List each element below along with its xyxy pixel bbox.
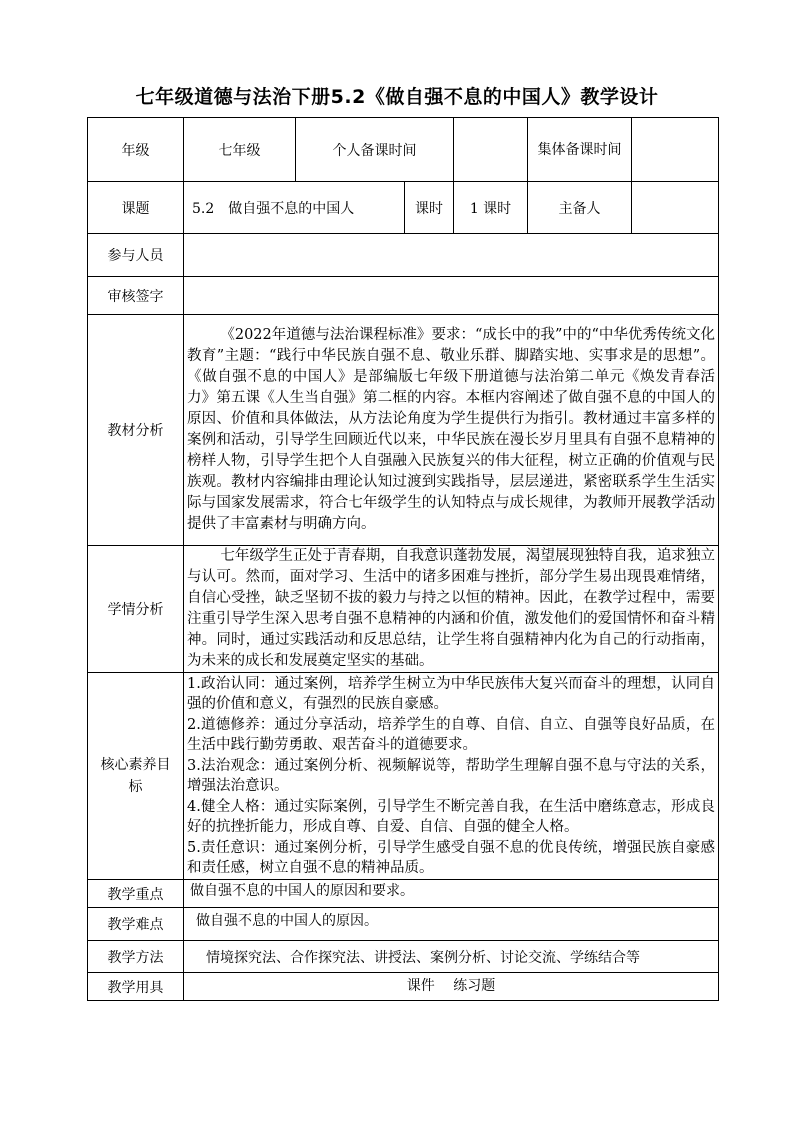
textbook-analysis-label: 教材分析	[88, 315, 184, 546]
grade-row	[88, 118, 719, 182]
core-goals-list	[184, 673, 719, 880]
student-analysis-text: 七年级学生正处于青春期，自我意识蓬勃发展，渴望展现独特自我，追求独立与认可。然而，面对学习、生活中的诸多困难与挫折，部分学生易出现畏难情绪，自信心受挫，缺乏坚韧不拔的毅力与持之以恒的精神。因此，在教学过程中，需要注重引导学生深入思考自强不息精神的内涵和价值，激发他们的爱国情怀和奋斗精神。同时，通过实践活动和反思总结，让学生将自强精神内化为自己的行动指南，为未来的成长和发展奠定坚实的基础。	[184, 546, 719, 673]
key-points-label: 教学重点	[88, 880, 184, 908]
lead-value	[632, 182, 719, 234]
tools-label: 教学用具	[88, 973, 184, 1001]
group-time-label: 集体备课时间	[528, 118, 632, 182]
personal-time-value	[454, 118, 528, 182]
difficulties-row	[88, 908, 719, 941]
topic-label: 课题	[88, 182, 184, 234]
lead-label: 主备人	[528, 182, 632, 234]
core-goals-label: 核心素养目标	[88, 673, 184, 880]
review-value	[184, 277, 719, 315]
difficulties-value: 做自强不息的中国人的原因。	[184, 908, 719, 941]
core-goal-item: 3.法治观念：通过案例分析、视频解说等，帮助学生理解自强不息与守法的关系，增强法治意识。	[187, 757, 715, 794]
key-points-row	[88, 880, 719, 908]
review-row	[88, 277, 719, 315]
core-goal-item: 1.政治认同：通过案例，培养学生树立为中华民族伟大复兴而奋斗的理想，认同自强的价值和意义，有强烈的民族自豪感。	[187, 675, 715, 712]
lesson-plan-table	[87, 117, 719, 1001]
tools-row	[88, 973, 719, 1001]
participants-row	[88, 234, 719, 277]
textbook-analysis-row	[88, 315, 719, 546]
core-goals-row	[88, 673, 719, 880]
hours-value: 1 课时	[454, 182, 528, 234]
core-goal-item: 5.责任意识：通过案例分析，引导学生感受自强不息的优良传统，增强民族自豪感和责任感，树立自强不息的精神品质。	[187, 839, 715, 876]
grade-value: 七年级	[184, 118, 296, 182]
participants-label: 参与人员	[88, 234, 184, 277]
personal-time-label: 个人备课时间	[296, 118, 454, 182]
core-goal-item: 2.道德修养：通过分享活动，培养学生的自尊、自信、自立、自强等良好品质，在生活中践行勤劳勇敢、艰苦奋斗的道德要求。	[187, 716, 715, 753]
grade-label: 年级	[88, 118, 184, 182]
hours-label: 课时	[405, 182, 454, 234]
tools-value: 课件 练习题	[184, 973, 719, 1001]
student-analysis-label: 学情分析	[88, 546, 184, 673]
topic-value: 5.2 做自强不息的中国人	[184, 182, 405, 234]
difficulties-label: 教学难点	[88, 908, 184, 941]
student-analysis-row	[88, 546, 719, 673]
group-time-value	[632, 118, 719, 182]
review-label: 审核签字	[88, 277, 184, 315]
key-points-value: 做自强不息的中国人的原因和要求。	[184, 880, 719, 908]
methods-label: 教学方法	[88, 941, 184, 973]
methods-value: 情境探究法、合作探究法、讲授法、案例分析、讨论交流、学练结合等	[184, 941, 719, 973]
topic-row	[88, 182, 719, 234]
core-goal-item: 4.健全人格：通过实际案例，引导学生不断完善自我，在生活中磨练意志，形成良好的抗挫折能力，形成自尊、自爱、自信、自强的健全人格。	[187, 798, 715, 835]
methods-row	[88, 941, 719, 973]
page-title: 七年级道德与法治下册5.2《做自强不息的中国人》教学设计	[135, 86, 659, 108]
textbook-analysis-text: 《2022年道德与法治课程标准》要求：“成长中的我”中的“中华优秀传统文化教育”主题：“践行中华民族自强不息、敬业乐群、脚踏实地、实事求是的思想”。《做自强不息的中国人》是部编版七年级下册道德与法治第二单元《焕发青春活力》第五课《人生当自强》第二框的内容。本框内容阐述了做自强不息的中国人的原因、价值和具体做法，从方法论角度为学生提供行为指引。教材通过丰富多样的案例和活动，引导学生回顾近代以来，中华民族在漫长岁月里具有自强不息精神的榜样人物，引导学生把个人自强融入民族复兴的伟大征程，树立正确的价值观与民族观。教材内容编排由理论认知过渡到实践指导，层层递进，紧密联系学生生活实际与国家发展需求，符合七年级学生的认知特点与成长规律，为教师开展教学活动提供了丰富素材与明确方向。	[184, 315, 719, 546]
participants-value	[184, 234, 719, 277]
